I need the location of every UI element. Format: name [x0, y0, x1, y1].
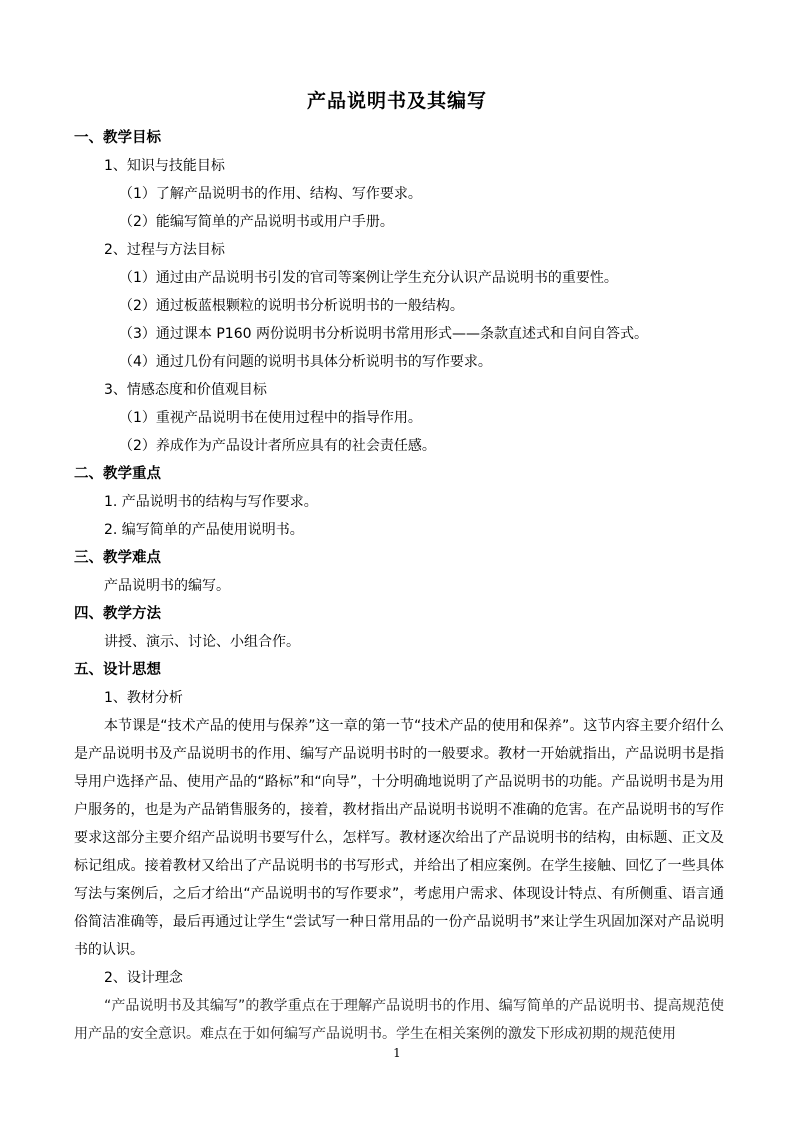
section-heading-key-points: 二、教学重点	[74, 466, 161, 482]
list-item: （1）重视产品说明书在使用过程中的指导作用。	[119, 410, 422, 426]
subheading-design-concept: 2、设计理念	[104, 970, 183, 986]
list-item: （2）能编写简单的产品说明书或用户手册。	[119, 214, 394, 230]
list-item: （2）通过板蓝根颗粒的说明书分析说明书的一般结构。	[119, 298, 464, 314]
section-text: 产品说明书的编写。	[104, 578, 230, 594]
subheading-process-methods: 2、过程与方法目标	[104, 242, 225, 258]
document-body	[74, 124, 724, 1048]
list-item: （3）通过课本 P160 两份说明书分析说明书常用形式——条款直述式和自问自答式。	[119, 326, 648, 342]
section-heading-objectives: 一、教学目标	[74, 130, 161, 146]
list-item: 2. 编写简单的产品使用说明书。	[104, 522, 304, 538]
subheading-textbook-analysis: 1、教材分析	[104, 690, 183, 706]
list-item: 1. 产品说明书的结构与写作要求。	[104, 494, 318, 510]
section-heading-design: 五、设计思想	[74, 662, 161, 678]
section-text: 讲授、演示、讨论、小组合作。	[104, 634, 300, 650]
subheading-knowledge-skills: 1、知识与技能目标	[104, 158, 225, 174]
section-heading-methods: 四、教学方法	[74, 606, 161, 622]
list-item: （2）养成作为产品设计者所应具有的社会责任感。	[119, 438, 436, 454]
paragraph-design-concept: “产品说明书及其编写”的教学重点在于理解产品说明书的作用、编写简单的产品说明书、提高规范使用产品的安全意识。难点在于如何编写产品说明书。学生在相关案例的激发下形成初期的规范使用	[74, 998, 724, 1042]
page-number: 1	[393, 1046, 401, 1060]
section-heading-difficulties: 三、教学难点	[74, 550, 161, 566]
document-title: 产品说明书及其编写	[306, 90, 487, 112]
paragraph-textbook-analysis: 本节课是“技术产品的使用与保养”这一章的第一节“技术产品的使用和保养”。这节内容主要介绍什么是产品说明书及产品说明书的作用、编写产品说明书时的一般要求。教材一开始就指出，产品说明书是指导用户选择产品、使用产品的“路标”和“向导”，十分明确地说明了产品说明书的功能。产品说明书是为用户服务的，也是为产品销售服务的，接着，教材指出产品说明书说明不准确的危害。在产品说明书的写作要求这部分主要介绍产品说明书要写什么，怎样写。教材逐次给出了产品说明书的结构，由标题、正文及标记组成。接着教材又给出了产品说明书的书写形式，并给出了相应案例。在学生接触、回忆了一些具体写法与案例后，之后才给出“产品说明书的写作要求”，考虑用户需求、体现设计特点、有所侧重、语言通俗简洁准确等，最后再通过让学生“尝试写一种日常用品的一份产品说明书”来让学生巩固加深对产品说明书的认识。	[74, 718, 724, 958]
subheading-emotion-values: 3、情感态度和价值观目标	[104, 382, 267, 398]
list-item: （4）通过几份有问题的说明书具体分析说明书的写作要求。	[119, 354, 492, 370]
list-item: （1）了解产品说明书的作用、结构、写作要求。	[119, 186, 422, 202]
list-item: （1）通过由产品说明书引发的官司等案例让学生充分认识产品说明书的重要性。	[119, 270, 618, 286]
